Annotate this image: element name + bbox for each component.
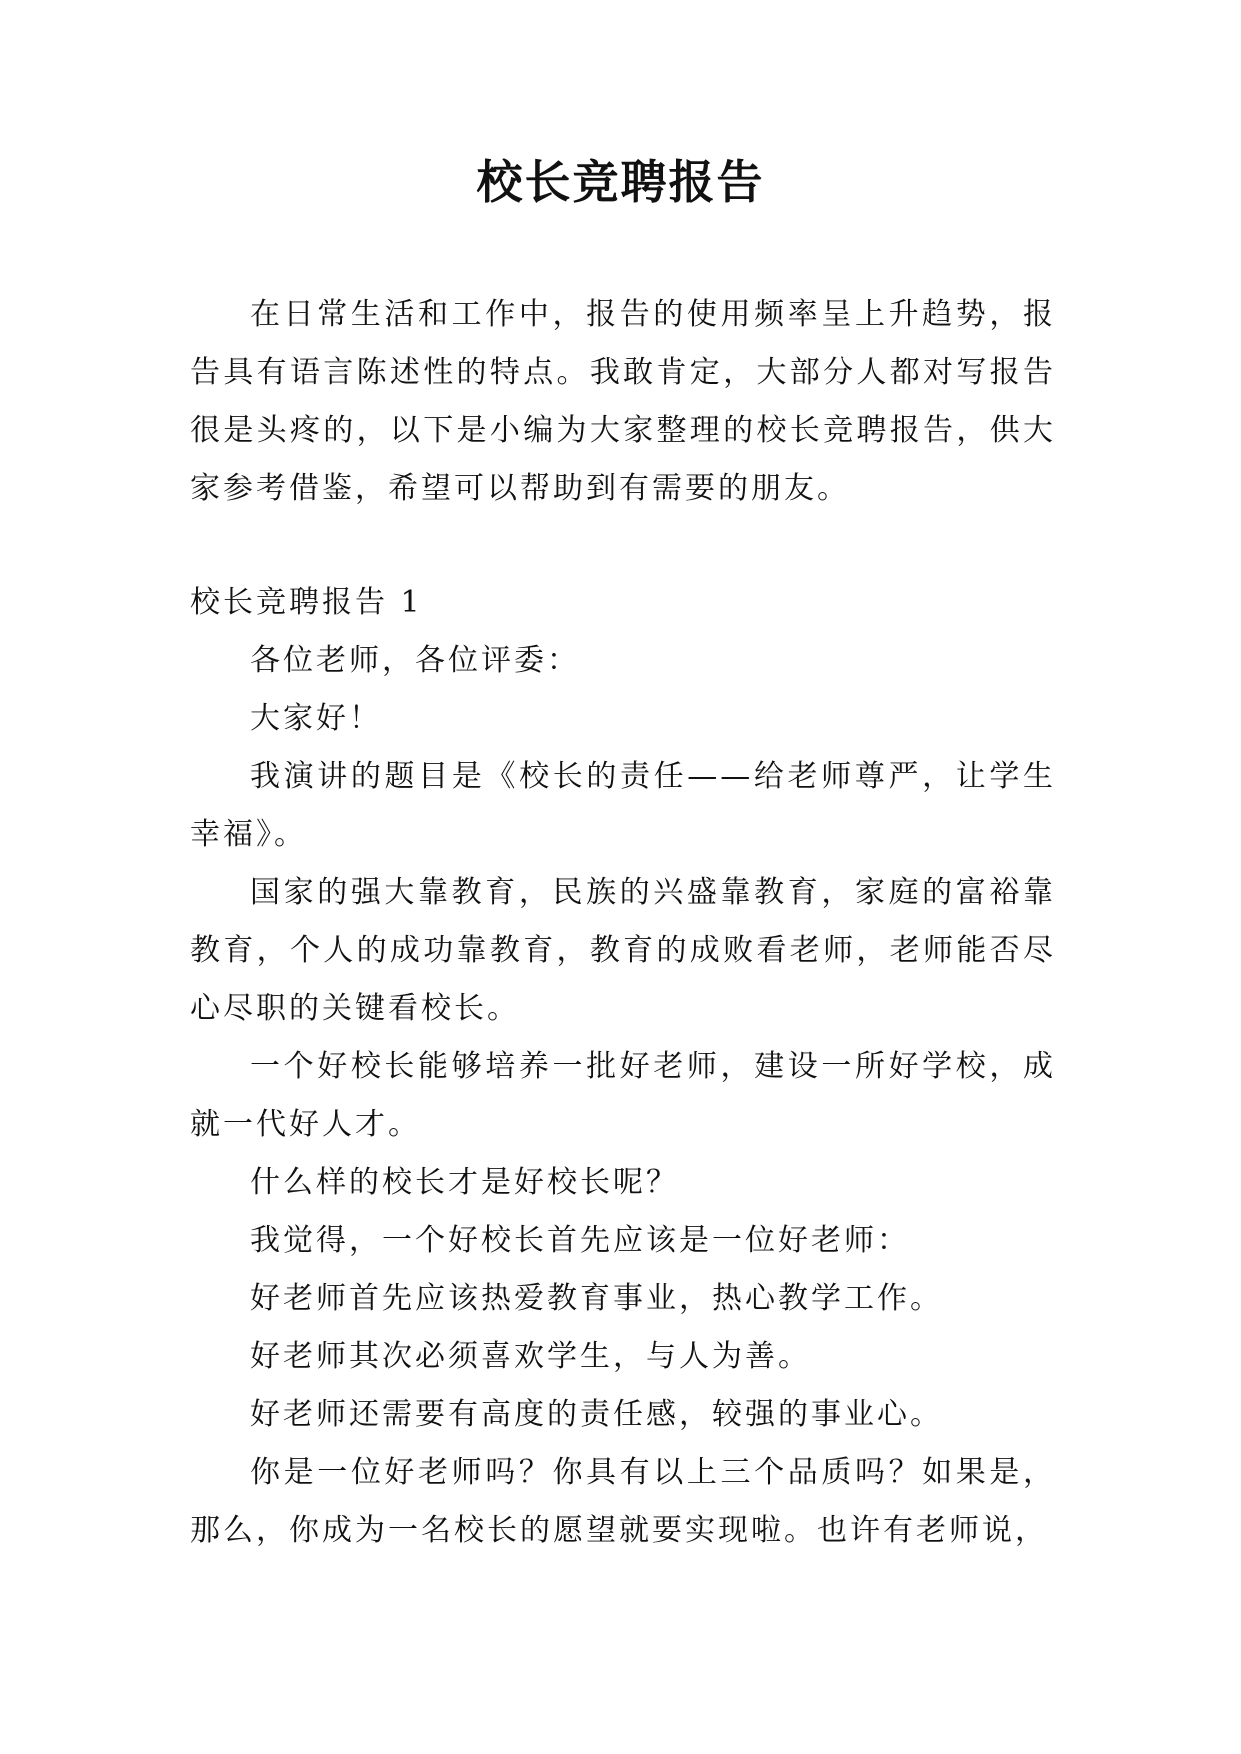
document-body [190, 286, 1056, 1560]
body-paragraph: 国家的强大靠教育，民族的兴盛靠教育，家庭的富裕靠教育，个人的成功靠教育，教育的成败看老师，老师能否尽心尽职的关键看校长。 [190, 875, 1056, 1026]
paragraph-gap [190, 518, 1056, 574]
body-paragraph: 你是一位好老师吗？你具有以上三个品质吗？如果是，那么，你成为一名校长的愿望就要实现啦。也许有老师说， [190, 1455, 1056, 1548]
body-paragraph: 什么样的校长才是好校长呢？ [250, 1165, 679, 1200]
speech-topic-paragraph: 我演讲的题目是《校长的责任——给老师尊严，让学生幸福》。 [190, 759, 1056, 852]
body-paragraph: 我觉得，一个好校长首先应该是一位好老师： [250, 1223, 910, 1258]
salutation-paragraph: 各位老师，各位评委： [250, 643, 580, 678]
intro-paragraph: 在日常生活和工作中，报告的使用频率呈上升趋势，报告具有语言陈述性的特点。我敢肯定，大部分人都对写报告很是头疼的，以下是小编为大家整理的校长竞聘报告，供大家参考借鉴，希望可以帮助到有需要的朋友。 [190, 297, 1056, 506]
greeting-paragraph: 大家好！ [250, 701, 382, 736]
section-heading: 校长竞聘报告 1 [190, 585, 423, 620]
body-paragraph: 好老师还需要有高度的责任感，较强的事业心。 [250, 1397, 943, 1432]
body-paragraph: 好老师首先应该热爱教育事业，热心教学工作。 [250, 1281, 943, 1316]
document-title: 校长竞聘报告 [476, 155, 765, 209]
body-paragraph: 一个好校长能够培养一批好老师，建设一所好学校，成就一代好人才。 [190, 1049, 1056, 1142]
body-paragraph: 好老师其次必须喜欢学生，与人为善。 [250, 1339, 811, 1374]
